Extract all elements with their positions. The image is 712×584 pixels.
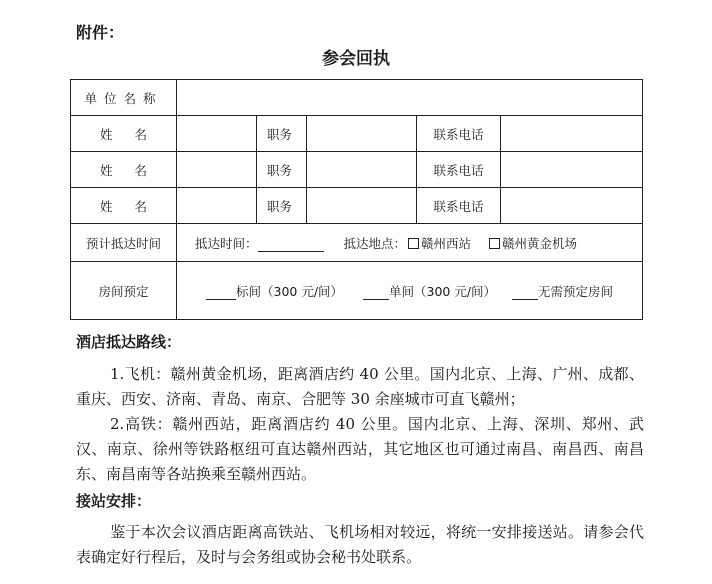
name-label: 姓 名 [71,188,177,224]
position-field[interactable] [307,116,417,152]
phone-field[interactable] [501,116,643,152]
checkbox-icon[interactable] [408,238,419,249]
name-label: 姓 名 [71,116,177,152]
arrival-place-label: 抵达地点： [343,235,406,251]
form-title: 参会回执 [322,49,390,69]
arrival-time-blank[interactable] [258,237,324,252]
phone-label: 联系电话 [417,152,501,188]
phone-field[interactable] [501,152,643,188]
position-label: 职务 [257,188,307,224]
arrival-time-label: 抵达时间： [195,235,258,251]
room-label: 房间预定 [71,262,177,320]
name-field[interactable] [177,188,257,224]
attachment-label: 附件： [76,23,125,42]
route-item-flight-text: 1.飞机：赣州黄金机场，距离酒店约 40 公里。国内北京、上海、广州、成都、重庆、西安、济南、青岛、南京、合肥等 30 余座城市可直飞赣州； [76,365,644,408]
room-option-standard: 标间（300 元/间） [236,283,344,299]
position-field[interactable] [307,188,417,224]
route-heading: 酒店抵达路线： [76,333,182,351]
pickup-text [76,520,644,570]
pickup-text-body: 鉴于本次会议酒店距离高铁站、飞机场相对较远，将统一安排接送站。请参会代表确定好行程后，及时与会务组或协会秘书处联系。 [76,523,644,566]
phone-field[interactable] [501,188,643,224]
pickup-heading: 接站安排： [76,492,152,510]
name-label: 姓 名 [71,152,177,188]
attendee-row [71,116,643,152]
arrival-option-west-station: 赣州西站 [421,235,472,251]
room-blank[interactable] [206,285,236,300]
position-field[interactable] [307,152,417,188]
attendee-row [71,152,643,188]
route-item-flight [76,362,644,412]
position-label: 职务 [257,116,307,152]
checkbox-icon[interactable] [489,238,500,249]
arrival-option-airport: 赣州黄金机场 [501,235,577,251]
unit-name-field[interactable] [177,80,643,116]
phone-label: 联系电话 [417,188,501,224]
unit-name-label: 单位名称 [71,80,177,116]
name-field[interactable] [177,152,257,188]
route-item-rail [76,412,644,487]
room-blank[interactable] [512,285,538,300]
route-item-rail-text: 2.高铁：赣州西站，距离酒店约 40 公里。国内北京、上海、深圳、郑州、武汉、南京、徐州等铁路枢纽可直达赣州西站，其它地区也可通过南昌、南昌西、南昌东、南昌南等各站换乘至赣州西站。 [76,415,644,483]
name-field[interactable] [177,116,257,152]
room-option-none: 无需预定房间 [538,283,614,299]
arrival-cell [177,224,643,262]
position-label: 职务 [257,152,307,188]
phone-label: 联系电话 [417,116,501,152]
registration-form-table [70,79,643,320]
room-blank[interactable] [363,285,389,300]
attendee-row [71,188,643,224]
room-cell [177,262,643,320]
room-option-single: 单间（300 元/间） [389,283,497,299]
arrival-label: 预计抵达时间 [71,224,177,262]
